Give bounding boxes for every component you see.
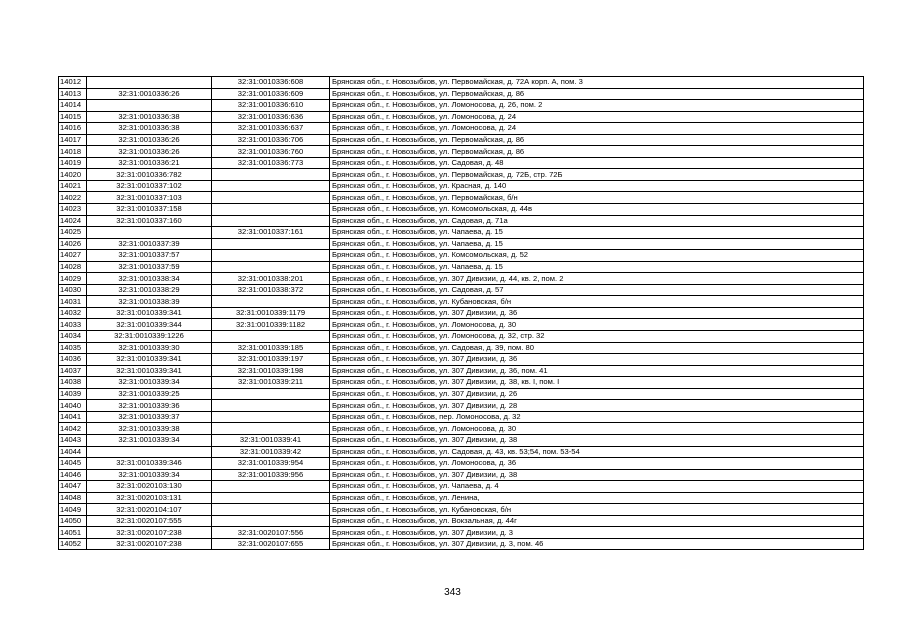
- object-cadastral-number-cell: 32:31:0010336:608: [212, 77, 330, 89]
- address-cell: Брянская обл., г. Новозыбков, ул. 307 Дивизии, д. 38: [330, 469, 864, 481]
- object-cadastral-number-cell: [212, 481, 330, 493]
- land-cadastral-number-cell: 32:31:0010339:341: [87, 365, 212, 377]
- row-number-cell: 14029: [59, 273, 87, 285]
- table-row: [59, 481, 864, 493]
- address-cell: Брянская обл., г. Новозыбков, ул. Садовая, д. 71а: [330, 215, 864, 227]
- land-cadastral-number-cell: 32:31:0010339:25: [87, 388, 212, 400]
- object-cadastral-number-cell: [212, 400, 330, 412]
- row-number-cell: 14041: [59, 411, 87, 423]
- land-cadastral-number-cell: 32:31:0010339:34: [87, 377, 212, 389]
- row-number-cell: 14052: [59, 538, 87, 550]
- address-cell: Брянская обл., г. Новозыбков, ул. Первомайская, д. 86: [330, 134, 864, 146]
- row-number-cell: 14024: [59, 215, 87, 227]
- address-cell: Брянская обл., г. Новозыбков, ул. Красная, д. 140: [330, 180, 864, 192]
- row-number-cell: 14039: [59, 388, 87, 400]
- table-row: [59, 169, 864, 181]
- table-row: [59, 215, 864, 227]
- land-cadastral-number-cell: 32:31:0010339:37: [87, 411, 212, 423]
- object-cadastral-number-cell: 32:31:0010339:41: [212, 434, 330, 446]
- address-cell: Брянская обл., г. Новозыбков, ул. Первомайская, д. 86: [330, 88, 864, 100]
- table-row: [59, 342, 864, 354]
- row-number-cell: 14051: [59, 527, 87, 539]
- land-cadastral-number-cell: [87, 446, 212, 458]
- object-cadastral-number-cell: [212, 515, 330, 527]
- address-cell: Брянская обл., г. Новозыбков, ул. 307 Дивизии, д. 28: [330, 400, 864, 412]
- land-cadastral-number-cell: 32:31:0010339:344: [87, 319, 212, 331]
- object-cadastral-number-cell: [212, 296, 330, 308]
- table-row: [59, 100, 864, 112]
- table-row: [59, 411, 864, 423]
- table-row: [59, 469, 864, 481]
- table-row: [59, 123, 864, 135]
- object-cadastral-number-cell: [212, 423, 330, 435]
- land-cadastral-number-cell: [87, 77, 212, 89]
- table-row: [59, 180, 864, 192]
- table-row: [59, 538, 864, 550]
- table-row: [59, 527, 864, 539]
- table-row: [59, 134, 864, 146]
- row-number-cell: 14037: [59, 365, 87, 377]
- land-cadastral-number-cell: [87, 100, 212, 112]
- address-cell: Брянская обл., г. Новозыбков, ул. Садовая, д. 43, кв. 53;54, пом. 53-54: [330, 446, 864, 458]
- address-cell: Брянская обл., г. Новозыбков, ул. 307 Дивизии, д. 3, пом. 46: [330, 538, 864, 550]
- row-number-cell: 14016: [59, 123, 87, 135]
- row-number-cell: 14026: [59, 238, 87, 250]
- object-cadastral-number-cell: [212, 250, 330, 262]
- object-cadastral-number-cell: [212, 238, 330, 250]
- land-cadastral-number-cell: 32:31:0010338:39: [87, 296, 212, 308]
- object-cadastral-number-cell: 32:31:0010339:198: [212, 365, 330, 377]
- object-cadastral-number-cell: 32:31:0010339:956: [212, 469, 330, 481]
- registry-table-body: [59, 77, 864, 550]
- table-row: [59, 331, 864, 343]
- row-number-cell: 14038: [59, 377, 87, 389]
- address-cell: Брянская обл., г. Новозыбков, ул. 307 Дивизии, д. 36, пом. 41: [330, 365, 864, 377]
- row-number-cell: 14021: [59, 180, 87, 192]
- table-row: [59, 434, 864, 446]
- land-cadastral-number-cell: 32:31:0010336:26: [87, 134, 212, 146]
- row-number-cell: 14050: [59, 515, 87, 527]
- row-number-cell: 14049: [59, 504, 87, 516]
- land-cadastral-number-cell: [87, 227, 212, 239]
- address-cell: Брянская обл., г. Новозыбков, ул. Чапаева, д. 15: [330, 227, 864, 239]
- land-cadastral-number-cell: 32:31:0010338:34: [87, 273, 212, 285]
- table-row: [59, 446, 864, 458]
- land-cadastral-number-cell: 32:31:0010338:29: [87, 284, 212, 296]
- row-number-cell: 14017: [59, 134, 87, 146]
- address-cell: Брянская обл., г. Новозыбков, ул. Первомайская, б/н: [330, 192, 864, 204]
- land-cadastral-number-cell: 32:31:0010337:57: [87, 250, 212, 262]
- address-cell: Брянская обл., г. Новозыбков, ул. Первомайская, д. 72А корп. А, пом. 3: [330, 77, 864, 89]
- row-number-cell: 14046: [59, 469, 87, 481]
- row-number-cell: 14030: [59, 284, 87, 296]
- land-cadastral-number-cell: 32:31:0010339:30: [87, 342, 212, 354]
- object-cadastral-number-cell: [212, 204, 330, 216]
- object-cadastral-number-cell: 32:31:0010336:706: [212, 134, 330, 146]
- land-cadastral-number-cell: 32:31:0010339:346: [87, 458, 212, 470]
- address-cell: Брянская обл., г. Новозыбков, ул. Садовая, д. 57: [330, 284, 864, 296]
- row-number-cell: 14023: [59, 204, 87, 216]
- address-cell: Брянская обл., г. Новозыбков, ул. Чапаева, д. 15: [330, 238, 864, 250]
- object-cadastral-number-cell: [212, 169, 330, 181]
- row-number-cell: 14044: [59, 446, 87, 458]
- object-cadastral-number-cell: [212, 180, 330, 192]
- object-cadastral-number-cell: 32:31:0010339:42: [212, 446, 330, 458]
- table-row: [59, 319, 864, 331]
- object-cadastral-number-cell: 32:31:0020107:655: [212, 538, 330, 550]
- land-cadastral-number-cell: 32:31:0020107:238: [87, 538, 212, 550]
- object-cadastral-number-cell: 32:31:0010338:372: [212, 284, 330, 296]
- object-cadastral-number-cell: 32:31:0010336:760: [212, 146, 330, 158]
- table-row: [59, 204, 864, 216]
- land-cadastral-number-cell: 32:31:0020103:131: [87, 492, 212, 504]
- table-row: [59, 157, 864, 169]
- object-cadastral-number-cell: 32:31:0010336:637: [212, 123, 330, 135]
- object-cadastral-number-cell: 32:31:0010336:609: [212, 88, 330, 100]
- address-cell: Брянская обл., г. Новозыбков, ул. Чапаева, д. 4: [330, 481, 864, 493]
- land-cadastral-number-cell: 32:31:0010337:102: [87, 180, 212, 192]
- land-cadastral-number-cell: 32:31:0010337:59: [87, 261, 212, 273]
- object-cadastral-number-cell: 32:31:0010339:1182: [212, 319, 330, 331]
- row-number-cell: 14036: [59, 354, 87, 366]
- row-number-cell: 14020: [59, 169, 87, 181]
- table-row: [59, 296, 864, 308]
- address-cell: Брянская обл., г. Новозыбков, ул. Садовая, д. 39, пом. 80: [330, 342, 864, 354]
- address-cell: Брянская обл., г. Новозыбков, ул. Ломоносова, д. 32, стр. 32: [330, 331, 864, 343]
- table-row: [59, 504, 864, 516]
- address-cell: Брянская обл., г. Новозыбков, ул. Ломоносова, д. 30: [330, 423, 864, 435]
- address-cell: Брянская обл., г. Новозыбков, ул. Чапаева, д. 15: [330, 261, 864, 273]
- row-number-cell: 14015: [59, 111, 87, 123]
- address-cell: Брянская обл., г. Новозыбков, ул. Первомайская, д. 72Б, стр. 72Б: [330, 169, 864, 181]
- land-cadastral-number-cell: 32:31:0010339:341: [87, 307, 212, 319]
- object-cadastral-number-cell: 32:31:0010337:161: [212, 227, 330, 239]
- address-cell: Брянская обл., г. Новозыбков, ул. Ломоносова, д. 24: [330, 123, 864, 135]
- row-number-cell: 14027: [59, 250, 87, 262]
- address-cell: Брянская обл., г. Новозыбков, ул. Ломоносова, д. 30: [330, 319, 864, 331]
- table-row: [59, 146, 864, 158]
- land-cadastral-number-cell: 32:31:0010336:26: [87, 146, 212, 158]
- object-cadastral-number-cell: [212, 331, 330, 343]
- object-cadastral-number-cell: 32:31:0010336:636: [212, 111, 330, 123]
- address-cell: Брянская обл., г. Новозыбков, ул. Ленина,: [330, 492, 864, 504]
- row-number-cell: 14047: [59, 481, 87, 493]
- object-cadastral-number-cell: [212, 388, 330, 400]
- address-cell: Брянская обл., г. Новозыбков, ул. Комсомольская, д. 44в: [330, 204, 864, 216]
- table-row: [59, 515, 864, 527]
- row-number-cell: 14033: [59, 319, 87, 331]
- land-cadastral-number-cell: 32:31:0020107:555: [87, 515, 212, 527]
- table-row: [59, 354, 864, 366]
- table-row: [59, 492, 864, 504]
- row-number-cell: 14028: [59, 261, 87, 273]
- land-cadastral-number-cell: 32:31:0010336:21: [87, 157, 212, 169]
- table-row: [59, 388, 864, 400]
- land-cadastral-number-cell: 32:31:0020103:130: [87, 481, 212, 493]
- object-cadastral-number-cell: 32:31:0010339:211: [212, 377, 330, 389]
- land-cadastral-number-cell: 32:31:0010339:34: [87, 434, 212, 446]
- object-cadastral-number-cell: 32:31:0010339:1179: [212, 307, 330, 319]
- address-cell: Брянская обл., г. Новозыбков, ул. 307 Дивизии, д. 44, кв. 2, пом. 2: [330, 273, 864, 285]
- address-cell: Брянская обл., г. Новозыбков, ул. Ломоносова, д. 24: [330, 111, 864, 123]
- table-row: [59, 273, 864, 285]
- row-number-cell: 14048: [59, 492, 87, 504]
- object-cadastral-number-cell: 32:31:0020107:556: [212, 527, 330, 539]
- address-cell: Брянская обл., г. Новозыбков, ул. 307 Дивизии, д. 38, кв. I, пом. I: [330, 377, 864, 389]
- address-cell: Брянская обл., г. Новозыбков, ул. Садовая, д. 48: [330, 157, 864, 169]
- land-cadastral-number-cell: 32:31:0010339:36: [87, 400, 212, 412]
- row-number-cell: 14014: [59, 100, 87, 112]
- land-cadastral-number-cell: 32:31:0010337:160: [87, 215, 212, 227]
- row-number-cell: 14031: [59, 296, 87, 308]
- object-cadastral-number-cell: [212, 192, 330, 204]
- table-row: [59, 284, 864, 296]
- table-row: [59, 238, 864, 250]
- row-number-cell: 14013: [59, 88, 87, 100]
- address-cell: Брянская обл., г. Новозыбков, ул. 307 Дивизии, д. 36: [330, 354, 864, 366]
- land-cadastral-number-cell: 32:31:0010339:38: [87, 423, 212, 435]
- table-row: [59, 250, 864, 262]
- table-row: [59, 400, 864, 412]
- row-number-cell: 14035: [59, 342, 87, 354]
- address-cell: Брянская обл., г. Новозыбков, ул. 307 Дивизии, д. 38: [330, 434, 864, 446]
- object-cadastral-number-cell: [212, 215, 330, 227]
- row-number-cell: 14019: [59, 157, 87, 169]
- object-cadastral-number-cell: 32:31:0010338:201: [212, 273, 330, 285]
- row-number-cell: 14022: [59, 192, 87, 204]
- object-cadastral-number-cell: [212, 411, 330, 423]
- address-cell: Брянская обл., г. Новозыбков, пер. Ломоносова, д. 32: [330, 411, 864, 423]
- registry-table: [58, 76, 864, 550]
- table-row: [59, 88, 864, 100]
- address-cell: Брянская обл., г. Новозыбков, ул. Комсомольская, д. 52: [330, 250, 864, 262]
- page-number: 343: [444, 587, 461, 598]
- object-cadastral-number-cell: 32:31:0010339:197: [212, 354, 330, 366]
- object-cadastral-number-cell: 32:31:0010336:773: [212, 157, 330, 169]
- table-row: [59, 227, 864, 239]
- row-number-cell: 14042: [59, 423, 87, 435]
- table-row: [59, 77, 864, 89]
- row-number-cell: 14040: [59, 400, 87, 412]
- object-cadastral-number-cell: 32:31:0010336:610: [212, 100, 330, 112]
- object-cadastral-number-cell: 32:31:0010339:185: [212, 342, 330, 354]
- land-cadastral-number-cell: 32:31:0010336:38: [87, 123, 212, 135]
- address-cell: Брянская обл., г. Новозыбков, ул. Ломоносова, д. 26, пом. 2: [330, 100, 864, 112]
- address-cell: Брянская обл., г. Новозыбков, ул. Ломоносова, д. 36: [330, 458, 864, 470]
- row-number-cell: 14025: [59, 227, 87, 239]
- address-cell: Брянская обл., г. Новозыбков, ул. Кубановская, б/н: [330, 296, 864, 308]
- land-cadastral-number-cell: 32:31:0020107:238: [87, 527, 212, 539]
- land-cadastral-number-cell: 32:31:0010337:39: [87, 238, 212, 250]
- land-cadastral-number-cell: 32:31:0010339:34: [87, 469, 212, 481]
- land-cadastral-number-cell: 32:31:0020104:107: [87, 504, 212, 516]
- object-cadastral-number-cell: [212, 504, 330, 516]
- land-cadastral-number-cell: 32:31:0010337:158: [87, 204, 212, 216]
- table-row: [59, 261, 864, 273]
- land-cadastral-number-cell: 32:31:0010336:26: [87, 88, 212, 100]
- object-cadastral-number-cell: [212, 261, 330, 273]
- object-cadastral-number-cell: 32:31:0010339:954: [212, 458, 330, 470]
- land-cadastral-number-cell: 32:31:0010337:103: [87, 192, 212, 204]
- land-cadastral-number-cell: 32:31:0010339:341: [87, 354, 212, 366]
- row-number-cell: 14032: [59, 307, 87, 319]
- table-row: [59, 365, 864, 377]
- address-cell: Брянская обл., г. Новозыбков, ул. Первомайская, д. 86: [330, 146, 864, 158]
- table-row: [59, 458, 864, 470]
- row-number-cell: 14012: [59, 77, 87, 89]
- address-cell: Брянская обл., г. Новозыбков, ул. 307 Дивизии, д. 36: [330, 307, 864, 319]
- row-number-cell: 14045: [59, 458, 87, 470]
- table-row: [59, 307, 864, 319]
- table-row: [59, 377, 864, 389]
- land-cadastral-number-cell: 32:31:0010336:38: [87, 111, 212, 123]
- table-row: [59, 192, 864, 204]
- address-cell: Брянская обл., г. Новозыбков, ул. 307 Дивизии, д. 26: [330, 388, 864, 400]
- address-cell: Брянская обл., г. Новозыбков, ул. 307 Дивизии, д. 3: [330, 527, 864, 539]
- object-cadastral-number-cell: [212, 492, 330, 504]
- address-cell: Брянская обл., г. Новозыбков, ул. Вокзальная, д. 44г: [330, 515, 864, 527]
- address-cell: Брянская обл., г. Новозыбков, ул. Кубановская, б/н: [330, 504, 864, 516]
- table-row: [59, 111, 864, 123]
- table-row: [59, 423, 864, 435]
- row-number-cell: 14043: [59, 434, 87, 446]
- land-cadastral-number-cell: 32:31:0010336:782: [87, 169, 212, 181]
- land-cadastral-number-cell: 32:31:0010339:1226: [87, 331, 212, 343]
- row-number-cell: 14034: [59, 331, 87, 343]
- row-number-cell: 14018: [59, 146, 87, 158]
